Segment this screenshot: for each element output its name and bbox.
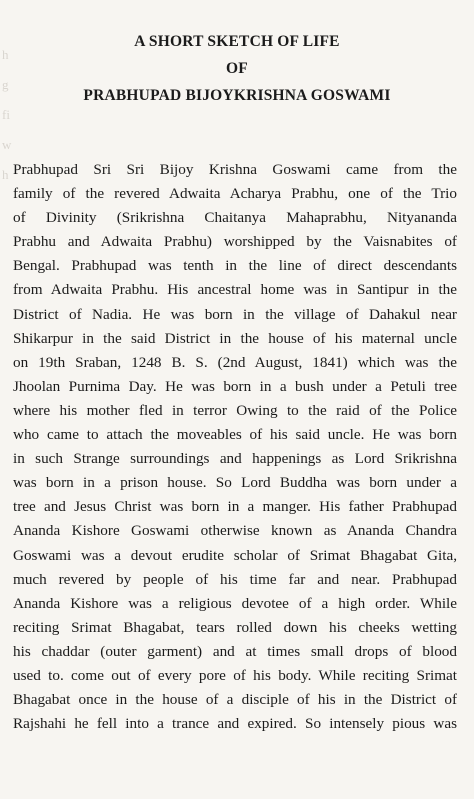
text-line: Shikarpur in the said District in the house of his maternal uncle xyxy=(13,329,457,347)
text-line: Bhagabat once in the house of a disciple of his in the District of xyxy=(13,691,457,709)
text-line: District of Nadia. He was born in the village of Dahakul near xyxy=(13,305,457,323)
show-through-line: h xyxy=(2,167,9,182)
heading-line: A SHORT SKETCH OF LIFE xyxy=(134,33,340,50)
text-line: much revered by people of his time far and near. Prabhupad xyxy=(13,570,457,588)
text-line: Rajshahi he fell into a trance and expired. So intensely pious was xyxy=(13,715,457,733)
text-line: where his mother fled in terror Owing to the raid of the Police xyxy=(13,401,457,419)
text-line: in such Strange surroundings and happenings as Lord Srikrishna xyxy=(13,450,457,468)
text-line: was born in a prison house. So Lord Buddha was born under a xyxy=(13,474,457,492)
text-line: Ananda Kishore was a religious devotee of a high order. While xyxy=(13,594,457,612)
chapter-heading xyxy=(0,28,474,109)
text-line: of Divinity (Srikrishna Chaitanya Mahaprabhu, Nityananda xyxy=(13,209,457,227)
body-paragraph xyxy=(13,158,457,736)
text-line: who came to attach the moveables of his said uncle. He was born xyxy=(13,426,457,444)
show-through-line: h xyxy=(2,47,9,62)
text-line: from Adwaita Prabhu. His ancestral home was in Santipur in the xyxy=(13,281,457,299)
text-line: Prabhupad Sri Sri Bijoy Krishna Goswami came from the xyxy=(13,161,457,178)
text-line: Jhoolan Purnima Day. He was born in a bush under a Petuli tree xyxy=(13,377,457,395)
text-line: family of the revered Adwaita Acharya Prabhu, one of the Trio xyxy=(13,185,457,203)
show-through-line: fi xyxy=(2,107,10,122)
text-line: his chaddar (outer garment) and at times small drops of blood xyxy=(13,642,457,660)
text-line: Bengal. Prabhupad was tenth in the line of direct descendants xyxy=(13,257,457,275)
text-line: on 19th Sraban, 1248 B. S. (2nd August, 1841) which was the xyxy=(13,353,457,371)
text-line: reciting Srimat Bhagabat, tears rolled down his cheeks wetting xyxy=(13,618,457,636)
show-through-line: w xyxy=(2,137,12,152)
text-line: Prabhu and Adwaita Prabhu) worshipped by the Vaisnabites of xyxy=(13,233,457,251)
text-line: tree and Jesus Christ was born in a manger. His father Prabhupad xyxy=(13,498,457,516)
text-line: Goswami was a devout erudite scholar of Srimat Bhagabat Gita, xyxy=(13,546,457,564)
show-through-line: g xyxy=(2,77,9,92)
heading-line: OF xyxy=(226,60,248,77)
heading-line: PRABHUPAD BIJOYKRISHNA GOSWAMI xyxy=(83,87,391,104)
text-line: Ananda Kishore Goswami otherwise known as Ananda Chandra xyxy=(13,522,457,540)
text-line: used to. come out of every pore of his body. While reciting Srimat xyxy=(13,666,457,684)
